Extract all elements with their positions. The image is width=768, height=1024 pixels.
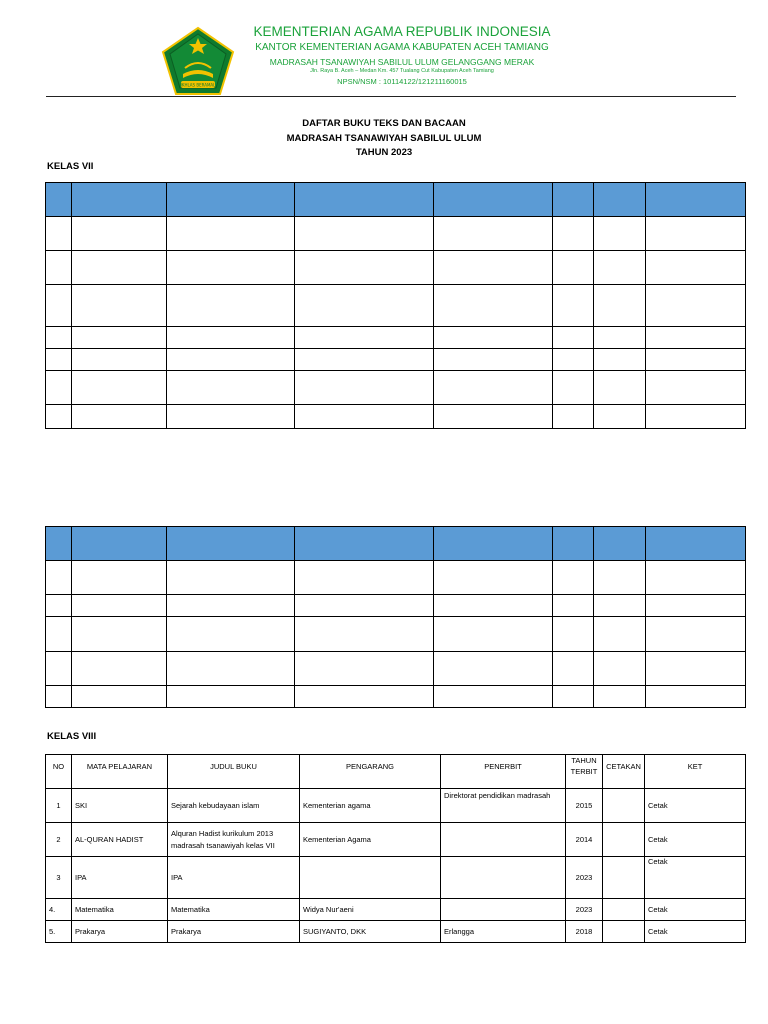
- cell-judul-buku: Sejarah kebudayaan islam: [168, 789, 300, 823]
- cell-mata-pelajaran: SKI: [72, 789, 168, 823]
- cell-ket: Cetak: [645, 899, 746, 921]
- header-divider: [46, 96, 736, 97]
- cell-cetakan: [603, 823, 645, 857]
- header-ministry: KEMENTERIAN AGAMA REPUBLIK INDONESIA: [253, 24, 551, 39]
- header-school: MADRASAH TSANAWIYAH SABILUL ULUM GELANGGANG MERAK: [269, 57, 535, 67]
- cell-judul-buku: Prakarya: [168, 921, 300, 943]
- table-row: [46, 217, 746, 251]
- cell-pengarang: SUGIYANTO, DKK: [300, 921, 441, 943]
- col-header-ket: KET: [645, 755, 746, 789]
- col-header-penerbit: PENERBIT: [441, 755, 566, 789]
- cell-penerbit: [441, 823, 566, 857]
- cell-pengarang: [300, 857, 441, 899]
- cell-cetakan: [603, 857, 645, 899]
- cell-judul-buku: Alquran Hadist kurikulum 2013 madrasah tsanawiyah kelas VII: [168, 823, 300, 857]
- table-row: [46, 921, 746, 943]
- cell-no: 5.: [46, 921, 72, 943]
- header-address: Jln. Raya B. Aceh – Medan Km. 457 Tualang Cut Kabupaten Aceh Tamiang: [310, 68, 494, 74]
- cell-pengarang: Kementerian Agama: [300, 823, 441, 857]
- cell-tahun-terbit: 2015: [566, 789, 603, 823]
- cell-cetakan: [603, 921, 645, 943]
- table-row: [46, 899, 746, 921]
- table-row: [46, 857, 746, 899]
- doc-title: DAFTAR BUKU TEKS DAN BACAAN: [302, 118, 466, 129]
- ministry-logo: [161, 26, 235, 96]
- cell-tahun-terbit: 2014: [566, 823, 603, 857]
- doc-subtitle: MADRASAH TSANAWIYAH SABILUL ULUM: [286, 133, 482, 144]
- table-row: [46, 251, 746, 285]
- cell-ket: Cetak: [645, 823, 746, 857]
- header-npsn: NPSN/NSM : 10114122/121211160015: [337, 77, 467, 86]
- kelas-vii-table: [45, 182, 746, 429]
- cell-ket: Cetak: [645, 789, 746, 823]
- table-header-row: [46, 183, 746, 217]
- table-header-row: [46, 755, 746, 789]
- cell-cetakan: [603, 899, 645, 921]
- table-row: [46, 823, 746, 857]
- second-empty-table: [45, 526, 746, 708]
- col-header-no: NO: [46, 755, 72, 789]
- cell-ket: Cetak: [645, 921, 746, 943]
- cell-penerbit: Direktorat pendidikan madrasah: [441, 789, 566, 823]
- cell-tahun-terbit: 2023: [566, 899, 603, 921]
- table-row: [46, 561, 746, 595]
- cell-ket: Cetak: [645, 857, 746, 899]
- table-row: [46, 285, 746, 327]
- col-header-mata-pelajaran: MATA PELAJARAN: [72, 755, 168, 789]
- cell-pengarang: Kementerian agama: [300, 789, 441, 823]
- cell-mata-pelajaran: Matematika: [72, 899, 168, 921]
- cell-no: 3: [46, 857, 72, 899]
- kelas-vii-label: KELAS VII: [47, 161, 94, 172]
- table-row: [46, 652, 746, 686]
- table-row: [46, 789, 746, 823]
- cell-no: 4.: [46, 899, 72, 921]
- table-row: [46, 327, 746, 349]
- table-row: [46, 405, 746, 429]
- cell-tahun-terbit: 2023: [566, 857, 603, 899]
- col-header-tahun-terbit: TAHUN TERBIT: [566, 755, 603, 789]
- cell-pengarang: Widya Nur'aeni: [300, 899, 441, 921]
- table-header-row: [46, 527, 746, 561]
- table-row: [46, 349, 746, 371]
- table-row: [46, 617, 746, 652]
- cell-judul-buku: IPA: [168, 857, 300, 899]
- table-row: [46, 595, 746, 617]
- svg-text:IKHLAS BERAMAL: IKHLAS BERAMAL: [180, 82, 216, 88]
- cell-mata-pelajaran: Prakarya: [72, 921, 168, 943]
- cell-no: 1: [46, 789, 72, 823]
- header-office: KANTOR KEMENTERIAN AGAMA KABUPATEN ACEH TAMIANG: [255, 42, 549, 53]
- table-row: [46, 371, 746, 405]
- cell-penerbit: [441, 857, 566, 899]
- cell-cetakan: [603, 789, 645, 823]
- kelas-viii-label: KELAS VIII: [47, 731, 97, 742]
- cell-tahun-terbit: 2018: [566, 921, 603, 943]
- cell-penerbit: [441, 899, 566, 921]
- kelas-viii-table: [45, 754, 746, 943]
- col-header-judul-buku: JUDUL BUKU: [168, 755, 300, 789]
- cell-judul-buku: Matematika: [168, 899, 300, 921]
- cell-no: 2: [46, 823, 72, 857]
- cell-mata-pelajaran: AL-QURAN HADIST: [72, 823, 168, 857]
- cell-mata-pelajaran: IPA: [72, 857, 168, 899]
- doc-year: TAHUN 2023: [355, 147, 413, 158]
- col-header-cetakan: CETAKAN: [603, 755, 645, 789]
- col-header-pengarang: PENGARANG: [300, 755, 441, 789]
- table-row: [46, 686, 746, 708]
- cell-penerbit: Erlangga: [441, 921, 566, 943]
